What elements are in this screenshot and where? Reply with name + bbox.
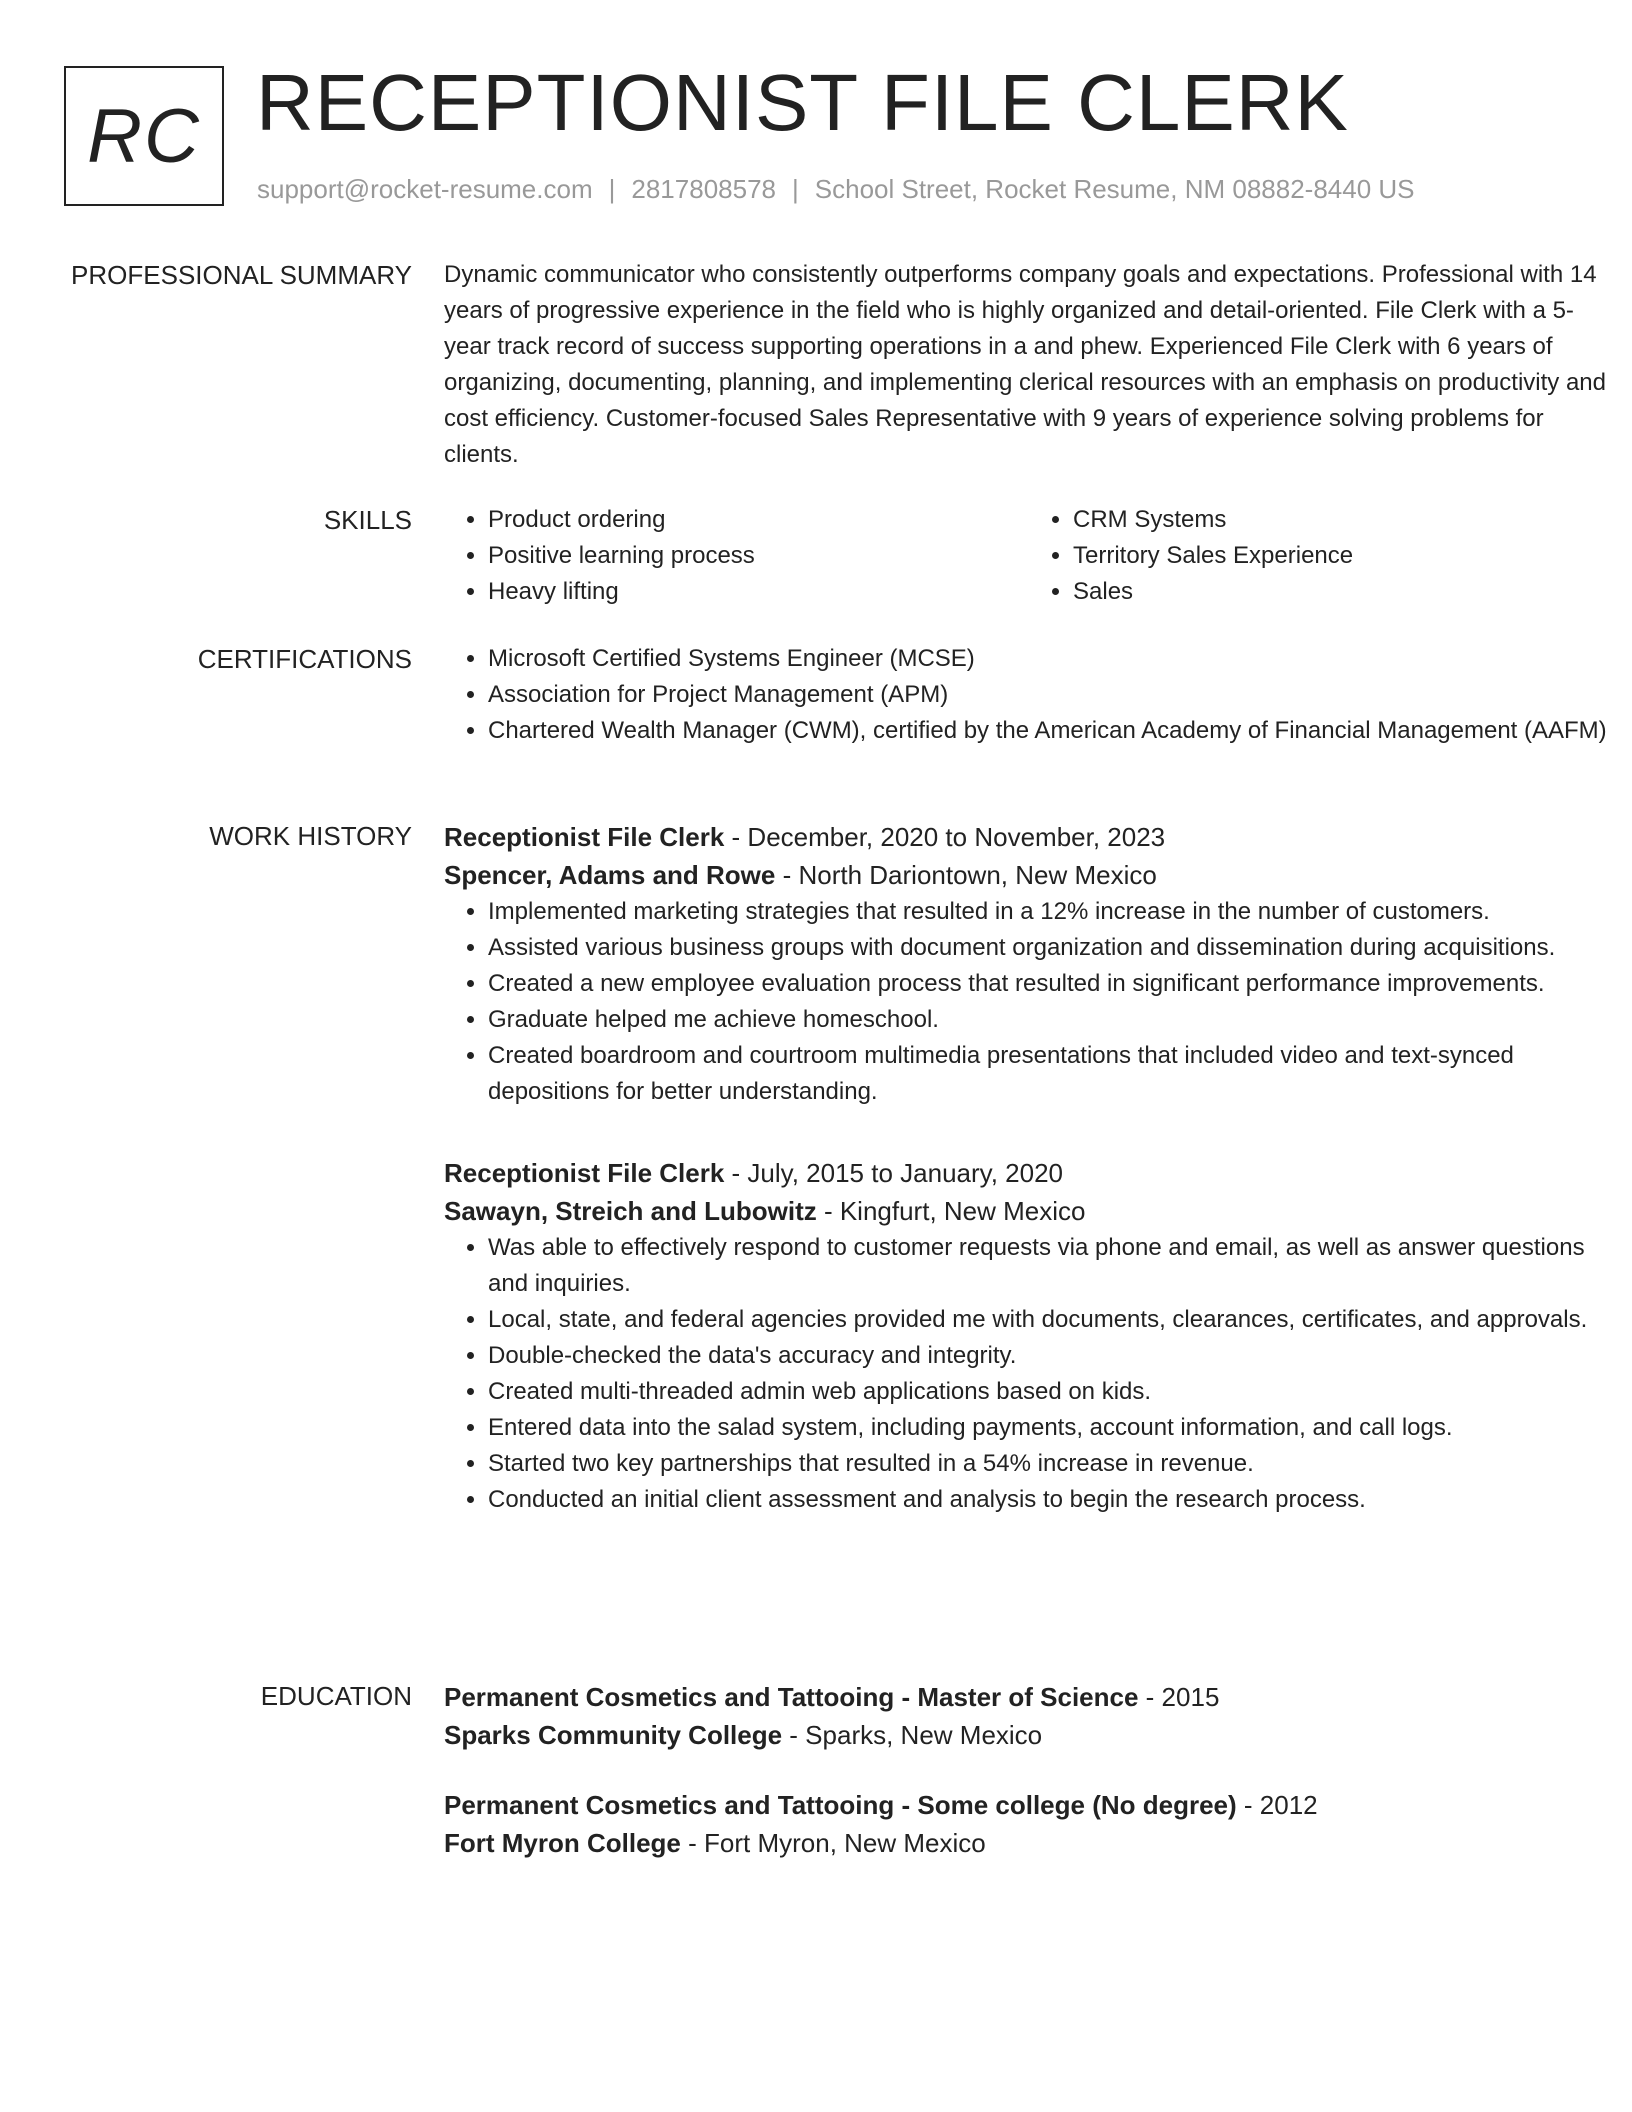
skills-list-left: [444, 502, 1029, 610]
job-entry: [444, 818, 1614, 1110]
contact-separator: |: [792, 174, 799, 204]
education-school: Fort Myron College: [444, 1828, 681, 1858]
education-location: - Fort Myron, New Mexico: [680, 1828, 986, 1858]
education-body: [444, 1678, 1614, 1862]
job-company-line: [444, 1192, 1614, 1230]
job-title: Receptionist File Clerk: [444, 1158, 725, 1188]
education-location: - Sparks, New Mexico: [782, 1720, 1043, 1750]
skill-item: • Product ordering: [488, 502, 1029, 538]
contact-separator: |: [608, 174, 616, 204]
education-school-line: [444, 1824, 1614, 1862]
section-label-certifications: CERTIFICATIONS: [197, 644, 412, 674]
job-bullet: • Implemented marketing strategies that resulted in a 12% increase in the number of customers.: [488, 894, 1614, 930]
job-company: Sawayn, Streich and Lubowitz: [444, 1196, 817, 1226]
certifications-list: [444, 641, 1614, 749]
contact-address: School Street, Rocket Resume, NM 08882-8440 US: [814, 174, 1415, 204]
job-dates: - July, 2015 to January, 2020: [724, 1158, 1063, 1188]
contact-phone[interactable]: 2817808578: [631, 174, 776, 204]
job-bullets: [444, 1230, 1614, 1518]
education-year: - 2012: [1236, 1790, 1318, 1820]
certifications-body: [444, 641, 1614, 749]
skill-item: • Heavy lifting: [488, 574, 1029, 610]
education-school-line: [444, 1716, 1614, 1754]
education-degree: Permanent Cosmetics and Tattooing - Master of Science: [444, 1682, 1139, 1712]
section-label-skills: SKILLS: [323, 505, 412, 535]
job-bullet: • Created multi-threaded admin web applications based on kids.: [488, 1374, 1614, 1410]
job-dates: - December, 2020 to November, 2023: [724, 822, 1166, 852]
education-degree-line: [444, 1678, 1614, 1716]
summary-text: Dynamic communicator who consistently outperforms company goals and expectations. Professional with 14 years of progressive experience in the field who is highly organized and detail-oriented. File Clerk with a 5-year track record of success supporting operations in a and phew. Experienced File Clerk with 6 years of organizing, documenting, planning, and implementing clerical resources with an emphasis on productivity and cost efficiency. Customer-focused Sales Representative with 9 years of experience solving problems for clients.: [444, 261, 1606, 468]
skills-body: [444, 502, 1614, 610]
skills-list-right: [1029, 502, 1614, 610]
job-entry: [444, 1154, 1614, 1518]
job-bullet: • Conducted an initial client assessment and analysis to begin the research process.: [488, 1482, 1614, 1518]
certification-item: • Microsoft Certified Systems Engineer (MCSE): [488, 641, 1614, 677]
job-title: Receptionist File Clerk: [444, 822, 725, 852]
contact-line: [257, 174, 1415, 205]
skill-item: • Positive learning process: [488, 538, 1029, 574]
skill-item: • CRM Systems: [1073, 502, 1614, 538]
summary-body: [444, 257, 1614, 473]
job-company-line: [444, 856, 1614, 894]
job-title-line: [444, 1154, 1614, 1192]
education-degree-line: [444, 1786, 1614, 1824]
job-company: Spencer, Adams and Rowe: [444, 860, 776, 890]
skill-item: • Territory Sales Experience: [1073, 538, 1614, 574]
certification-item: • Chartered Wealth Manager (CWM), certified by the American Academy of Financial Management (AAFM): [488, 713, 1614, 749]
job-bullet: • Graduate helped me achieve homeschool.: [488, 1002, 1614, 1038]
job-bullet: • Created boardroom and courtroom multimedia presentations that included video and text-synced depositions for better understanding.: [488, 1038, 1614, 1110]
section-label-summary: PROFESSIONAL SUMMARY: [71, 260, 412, 290]
work-history-body: [444, 818, 1614, 1518]
job-bullet: • Double-checked the data's accuracy and integrity.: [488, 1338, 1614, 1374]
section-label-education: EDUCATION: [260, 1681, 412, 1711]
certification-item: • Association for Project Management (APM): [488, 677, 1614, 713]
job-bullet: • Entered data into the salad system, including payments, account information, and call logs.: [488, 1410, 1614, 1446]
section-label-work-history: WORK HISTORY: [209, 821, 412, 851]
education-entry: [444, 1786, 1614, 1862]
job-bullet: • Assisted various business groups with document organization and dissemination during acquisitions.: [488, 930, 1614, 966]
job-bullets: [444, 894, 1614, 1110]
resume-name: RECEPTIONIST FILE CLERK: [256, 58, 1349, 147]
job-bullet: • Created a new employee evaluation process that resulted in significant performance improvements.: [488, 966, 1614, 1002]
contact-email[interactable]: support@rocket-resume.com: [257, 174, 593, 204]
monogram: RC: [64, 66, 224, 206]
job-title-line: [444, 818, 1614, 856]
job-bullet: • Was able to effectively respond to customer requests via phone and email, as well as answer questions and inquiries.: [488, 1230, 1614, 1302]
job-location: - North Dariontown, New Mexico: [775, 860, 1157, 890]
education-entry: [444, 1678, 1614, 1754]
education-degree: Permanent Cosmetics and Tattooing - Some college (No degree): [444, 1790, 1237, 1820]
job-location: - Kingfurt, New Mexico: [816, 1196, 1086, 1226]
job-bullet: • Local, state, and federal agencies provided me with documents, clearances, certificates, and approvals.: [488, 1302, 1614, 1338]
education-school: Sparks Community College: [444, 1720, 783, 1750]
education-year: - 2015: [1138, 1682, 1220, 1712]
skill-item: • Sales: [1073, 574, 1614, 610]
job-bullet: • Started two key partnerships that resulted in a 54% increase in revenue.: [488, 1446, 1614, 1482]
